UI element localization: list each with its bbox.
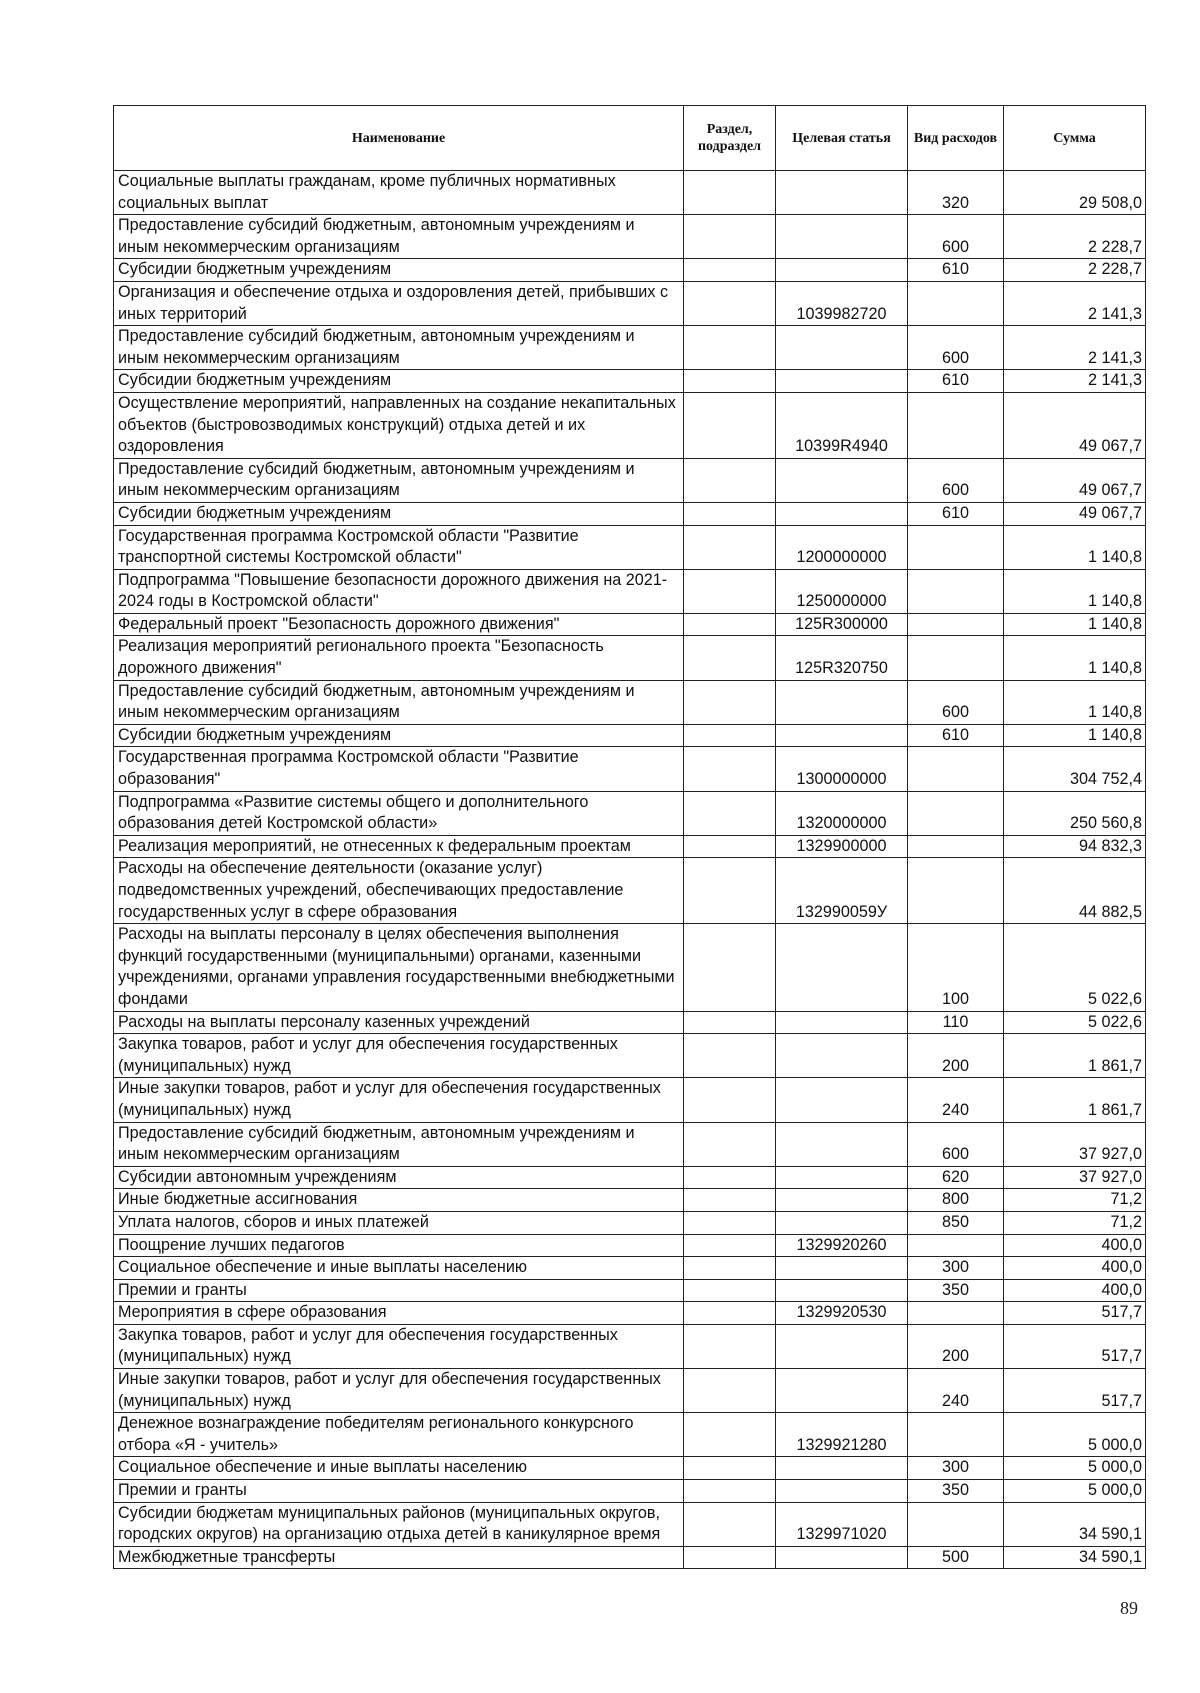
table-row xyxy=(114,724,1146,747)
cell-article: 1329920530 xyxy=(776,1302,908,1325)
cell-section xyxy=(684,326,776,370)
table-row xyxy=(114,1122,1146,1166)
cell-sum: 2 141,3 xyxy=(1004,370,1146,393)
cell-kind: 610 xyxy=(908,259,1004,282)
cell-name: Социальные выплаты гражданам, кроме публичных нормативных социальных выплат xyxy=(114,171,684,215)
cell-name: Государственная программа Костромской области "Развитие образования" xyxy=(114,747,684,791)
cell-article xyxy=(776,259,908,282)
cell-section xyxy=(684,613,776,636)
cell-kind: 600 xyxy=(908,1122,1004,1166)
cell-article xyxy=(776,1166,908,1189)
cell-name: Закупка товаров, работ и услуг для обеспечения государственных (муниципальных) нужд xyxy=(114,1034,684,1078)
cell-article xyxy=(776,1279,908,1302)
cell-article xyxy=(776,924,908,1011)
cell-kind: 240 xyxy=(908,1369,1004,1413)
cell-section xyxy=(684,171,776,215)
cell-name: Расходы на обеспечение деятельности (оказание услуг) подведомственных учреждений, обеспечивающих предоставление государственных услуг в сфере образования xyxy=(114,858,684,924)
cell-section xyxy=(684,1034,776,1078)
cell-section xyxy=(684,1324,776,1368)
table-row xyxy=(114,281,1146,325)
cell-name: Реализация мероприятий, не отнесенных к федеральным проектам xyxy=(114,835,684,858)
table-row xyxy=(114,835,1146,858)
cell-section xyxy=(684,569,776,613)
cell-section xyxy=(684,1302,776,1325)
cell-article xyxy=(776,1211,908,1234)
cell-name: Предоставление субсидий бюджетным, автономным учреждениям и иным некоммерческим организациям xyxy=(114,326,684,370)
cell-sum: 1 861,7 xyxy=(1004,1034,1146,1078)
cell-section xyxy=(684,1011,776,1034)
table-row xyxy=(114,1480,1146,1503)
cell-article: 1329971020 xyxy=(776,1502,908,1546)
cell-sum: 1 140,8 xyxy=(1004,636,1146,680)
cell-name: Социальное обеспечение и иные выплаты населению xyxy=(114,1457,684,1480)
cell-kind xyxy=(908,613,1004,636)
cell-section xyxy=(684,281,776,325)
cell-kind: 600 xyxy=(908,326,1004,370)
cell-sum: 71,2 xyxy=(1004,1211,1146,1234)
cell-sum: 71,2 xyxy=(1004,1189,1146,1212)
cell-article xyxy=(776,1369,908,1413)
table-row xyxy=(114,680,1146,724)
cell-kind: 800 xyxy=(908,1189,1004,1212)
cell-kind: 300 xyxy=(908,1457,1004,1480)
cell-kind xyxy=(908,392,1004,458)
cell-article xyxy=(776,215,908,259)
cell-article: 1300000000 xyxy=(776,747,908,791)
cell-sum: 250 560,8 xyxy=(1004,791,1146,835)
cell-sum: 49 067,7 xyxy=(1004,392,1146,458)
cell-section xyxy=(684,215,776,259)
cell-name: Подпрограмма «Развитие системы общего и дополнительного образования детей Костромской области» xyxy=(114,791,684,835)
cell-name: Премии и гранты xyxy=(114,1480,684,1503)
cell-sum: 29 508,0 xyxy=(1004,171,1146,215)
cell-kind: 610 xyxy=(908,502,1004,525)
cell-article xyxy=(776,1189,908,1212)
cell-name: Расходы на выплаты персоналу казенных учреждений xyxy=(114,1011,684,1034)
table-row xyxy=(114,791,1146,835)
cell-kind xyxy=(908,835,1004,858)
cell-article xyxy=(776,370,908,393)
table-row xyxy=(114,1413,1146,1457)
header-section: Раздел, подраздел xyxy=(684,106,776,171)
cell-article xyxy=(776,326,908,370)
table-row xyxy=(114,392,1146,458)
cell-kind: 600 xyxy=(908,215,1004,259)
cell-kind: 350 xyxy=(908,1480,1004,1503)
table-row xyxy=(114,636,1146,680)
table-row xyxy=(114,1211,1146,1234)
cell-section xyxy=(684,1502,776,1546)
cell-kind: 500 xyxy=(908,1546,1004,1569)
table-row xyxy=(114,1369,1146,1413)
cell-kind: 200 xyxy=(908,1034,1004,1078)
cell-section xyxy=(684,835,776,858)
cell-section xyxy=(684,370,776,393)
cell-kind: 320 xyxy=(908,171,1004,215)
cell-article xyxy=(776,1034,908,1078)
cell-kind xyxy=(908,1302,1004,1325)
cell-article: 125R300000 xyxy=(776,613,908,636)
cell-kind xyxy=(908,747,1004,791)
table-row xyxy=(114,259,1146,282)
cell-section xyxy=(684,747,776,791)
cell-name: Иные закупки товаров, работ и услуг для обеспечения государственных (муниципальных) нужд xyxy=(114,1369,684,1413)
cell-kind: 600 xyxy=(908,680,1004,724)
cell-name: Предоставление субсидий бюджетным, автономным учреждениям и иным некоммерческим организациям xyxy=(114,458,684,502)
cell-sum: 1 140,8 xyxy=(1004,680,1146,724)
cell-article xyxy=(776,1257,908,1280)
cell-kind: 110 xyxy=(908,1011,1004,1034)
cell-article xyxy=(776,458,908,502)
cell-section xyxy=(684,1257,776,1280)
cell-kind: 240 xyxy=(908,1078,1004,1122)
table-row xyxy=(114,1457,1146,1480)
table-row xyxy=(114,326,1146,370)
cell-sum: 2 228,7 xyxy=(1004,259,1146,282)
cell-name: Федеральный проект "Безопасность дорожного движения" xyxy=(114,613,684,636)
cell-section xyxy=(684,1369,776,1413)
cell-sum: 5 000,0 xyxy=(1004,1413,1146,1457)
table-row xyxy=(114,569,1146,613)
cell-sum: 49 067,7 xyxy=(1004,502,1146,525)
cell-name: Уплата налогов, сборов и иных платежей xyxy=(114,1211,684,1234)
cell-name: Субсидии бюджетным учреждениям xyxy=(114,502,684,525)
table-row xyxy=(114,1011,1146,1034)
cell-kind: 600 xyxy=(908,458,1004,502)
cell-kind xyxy=(908,1502,1004,1546)
table-row xyxy=(114,171,1146,215)
cell-article: 1329920260 xyxy=(776,1234,908,1257)
cell-sum: 34 590,1 xyxy=(1004,1546,1146,1569)
cell-name: Премии и гранты xyxy=(114,1279,684,1302)
cell-sum: 1 140,8 xyxy=(1004,525,1146,569)
table-row xyxy=(114,1234,1146,1257)
cell-sum: 37 927,0 xyxy=(1004,1166,1146,1189)
cell-name: Субсидии бюджетным учреждениям xyxy=(114,370,684,393)
cell-article xyxy=(776,724,908,747)
table-row xyxy=(114,1324,1146,1368)
cell-section xyxy=(684,1457,776,1480)
table-row xyxy=(114,1189,1146,1212)
cell-article xyxy=(776,1324,908,1368)
cell-sum: 94 832,3 xyxy=(1004,835,1146,858)
cell-kind xyxy=(908,525,1004,569)
cell-sum: 1 140,8 xyxy=(1004,724,1146,747)
cell-sum: 2 228,7 xyxy=(1004,215,1146,259)
cell-sum: 44 882,5 xyxy=(1004,858,1146,924)
table-row xyxy=(114,525,1146,569)
cell-section xyxy=(684,1546,776,1569)
cell-sum: 400,0 xyxy=(1004,1257,1146,1280)
cell-sum: 49 067,7 xyxy=(1004,458,1146,502)
cell-name: Предоставление субсидий бюджетным, автономным учреждениям и иным некоммерческим организациям xyxy=(114,1122,684,1166)
table-row xyxy=(114,370,1146,393)
cell-article: 1200000000 xyxy=(776,525,908,569)
cell-kind xyxy=(908,858,1004,924)
table-row xyxy=(114,924,1146,1011)
cell-article: 10399R4940 xyxy=(776,392,908,458)
cell-kind xyxy=(908,281,1004,325)
cell-name: Организация и обеспечение отдыха и оздоровления детей, прибывших с иных территорий xyxy=(114,281,684,325)
cell-name: Реализация мероприятий регионального проекта "Безопасность дорожного движения" xyxy=(114,636,684,680)
table-row xyxy=(114,458,1146,502)
cell-kind: 610 xyxy=(908,724,1004,747)
cell-name: Субсидии бюджетным учреждениям xyxy=(114,724,684,747)
cell-name: Предоставление субсидий бюджетным, автономным учреждениям и иным некоммерческим организациям xyxy=(114,680,684,724)
page-number: 89 xyxy=(1120,1598,1138,1618)
cell-article: 1250000000 xyxy=(776,569,908,613)
cell-sum: 34 590,1 xyxy=(1004,1502,1146,1546)
cell-kind xyxy=(908,636,1004,680)
header-article: Целевая статья xyxy=(776,106,908,171)
header-kind: Вид расходов xyxy=(908,106,1004,171)
cell-sum: 400,0 xyxy=(1004,1279,1146,1302)
cell-sum: 5 000,0 xyxy=(1004,1480,1146,1503)
table-row xyxy=(114,747,1146,791)
cell-kind xyxy=(908,1413,1004,1457)
table-row xyxy=(114,1546,1146,1569)
cell-section xyxy=(684,1166,776,1189)
cell-article xyxy=(776,171,908,215)
cell-sum: 304 752,4 xyxy=(1004,747,1146,791)
cell-name: Субсидии бюджетам муниципальных районов (муниципальных округов, городских округов) на организацию отдыха детей в каникулярное время xyxy=(114,1502,684,1546)
cell-sum: 2 141,3 xyxy=(1004,326,1146,370)
cell-article xyxy=(776,1457,908,1480)
cell-sum: 37 927,0 xyxy=(1004,1122,1146,1166)
header-sum: Сумма xyxy=(1004,106,1146,171)
cell-sum: 1 140,8 xyxy=(1004,569,1146,613)
cell-section xyxy=(684,259,776,282)
table-row xyxy=(114,1302,1146,1325)
cell-section xyxy=(684,525,776,569)
table-row xyxy=(114,1257,1146,1280)
cell-name: Государственная программа Костромской области "Развитие транспортной системы Костромской области" xyxy=(114,525,684,569)
cell-article: 1329900000 xyxy=(776,835,908,858)
cell-sum: 400,0 xyxy=(1004,1234,1146,1257)
cell-kind xyxy=(908,791,1004,835)
cell-article xyxy=(776,502,908,525)
cell-name: Субсидии автономным учреждениям xyxy=(114,1166,684,1189)
cell-name: Предоставление субсидий бюджетным, автономным учреждениям и иным некоммерческим организациям xyxy=(114,215,684,259)
cell-article: 1320000000 xyxy=(776,791,908,835)
table-row xyxy=(114,1078,1146,1122)
cell-kind xyxy=(908,1234,1004,1257)
cell-section xyxy=(684,791,776,835)
cell-section xyxy=(684,1078,776,1122)
cell-kind: 300 xyxy=(908,1257,1004,1280)
cell-name: Закупка товаров, работ и услуг для обеспечения государственных (муниципальных) нужд xyxy=(114,1324,684,1368)
cell-sum: 517,7 xyxy=(1004,1302,1146,1325)
cell-kind: 100 xyxy=(908,924,1004,1011)
table-row xyxy=(114,1034,1146,1078)
cell-section xyxy=(684,1413,776,1457)
cell-sum: 517,7 xyxy=(1004,1369,1146,1413)
cell-kind: 850 xyxy=(908,1211,1004,1234)
table-row xyxy=(114,858,1146,924)
cell-name: Межбюджетные трансферты xyxy=(114,1546,684,1569)
cell-article xyxy=(776,1011,908,1034)
cell-sum: 5 022,6 xyxy=(1004,1011,1146,1034)
cell-sum: 5 000,0 xyxy=(1004,1457,1146,1480)
cell-name: Социальное обеспечение и иные выплаты населению xyxy=(114,1257,684,1280)
cell-name: Субсидии бюджетным учреждениям xyxy=(114,259,684,282)
cell-name: Поощрение лучших педагогов xyxy=(114,1234,684,1257)
budget-table xyxy=(113,105,1146,1569)
cell-kind: 200 xyxy=(908,1324,1004,1368)
cell-section xyxy=(684,924,776,1011)
cell-kind: 350 xyxy=(908,1279,1004,1302)
cell-article xyxy=(776,1480,908,1503)
cell-section xyxy=(684,1122,776,1166)
table-header-row xyxy=(114,106,1146,171)
cell-name: Подпрограмма "Повышение безопасности дорожного движения на 2021-2024 годы в Костромской области" xyxy=(114,569,684,613)
cell-section xyxy=(684,680,776,724)
cell-section xyxy=(684,392,776,458)
cell-kind: 610 xyxy=(908,370,1004,393)
cell-name: Осуществление мероприятий, направленных на создание некапитальных объектов (быстровозводимых конструкций) отдыха детей и их оздоровления xyxy=(114,392,684,458)
table-row xyxy=(114,215,1146,259)
cell-section xyxy=(684,458,776,502)
table-row xyxy=(114,1279,1146,1302)
cell-section xyxy=(684,858,776,924)
cell-name: Мероприятия в сфере образования xyxy=(114,1302,684,1325)
cell-article: 1329921280 xyxy=(776,1413,908,1457)
cell-kind: 620 xyxy=(908,1166,1004,1189)
cell-sum: 1 140,8 xyxy=(1004,613,1146,636)
cell-article: 125R320750 xyxy=(776,636,908,680)
cell-section xyxy=(684,1211,776,1234)
table-row xyxy=(114,613,1146,636)
cell-section xyxy=(684,1279,776,1302)
cell-section xyxy=(684,1189,776,1212)
cell-article xyxy=(776,1546,908,1569)
cell-article: 1039982720 xyxy=(776,281,908,325)
cell-section xyxy=(684,724,776,747)
table-row xyxy=(114,1166,1146,1189)
header-name: Наименование xyxy=(114,106,684,171)
table-body xyxy=(114,171,1146,1569)
cell-article xyxy=(776,1122,908,1166)
cell-section xyxy=(684,1234,776,1257)
table-row xyxy=(114,1502,1146,1546)
cell-name: Иные закупки товаров, работ и услуг для обеспечения государственных (муниципальных) нужд xyxy=(114,1078,684,1122)
cell-sum: 517,7 xyxy=(1004,1324,1146,1368)
cell-sum: 2 141,3 xyxy=(1004,281,1146,325)
cell-name: Расходы на выплаты персоналу в целях обеспечения выполнения функций государственными (муниципальными) органами, казенными учреждениями, органами управления государственными внебюджетными фондами xyxy=(114,924,684,1011)
cell-kind xyxy=(908,569,1004,613)
cell-name: Иные бюджетные ассигнования xyxy=(114,1189,684,1212)
cell-section xyxy=(684,1480,776,1503)
cell-article: 132990059У xyxy=(776,858,908,924)
cell-section xyxy=(684,636,776,680)
cell-article xyxy=(776,1078,908,1122)
table-row xyxy=(114,502,1146,525)
cell-article xyxy=(776,680,908,724)
cell-section xyxy=(684,502,776,525)
cell-sum: 1 861,7 xyxy=(1004,1078,1146,1122)
cell-sum: 5 022,6 xyxy=(1004,924,1146,1011)
cell-name: Денежное вознаграждение победителям регионального конкурсного отбора «Я - учитель» xyxy=(114,1413,684,1457)
